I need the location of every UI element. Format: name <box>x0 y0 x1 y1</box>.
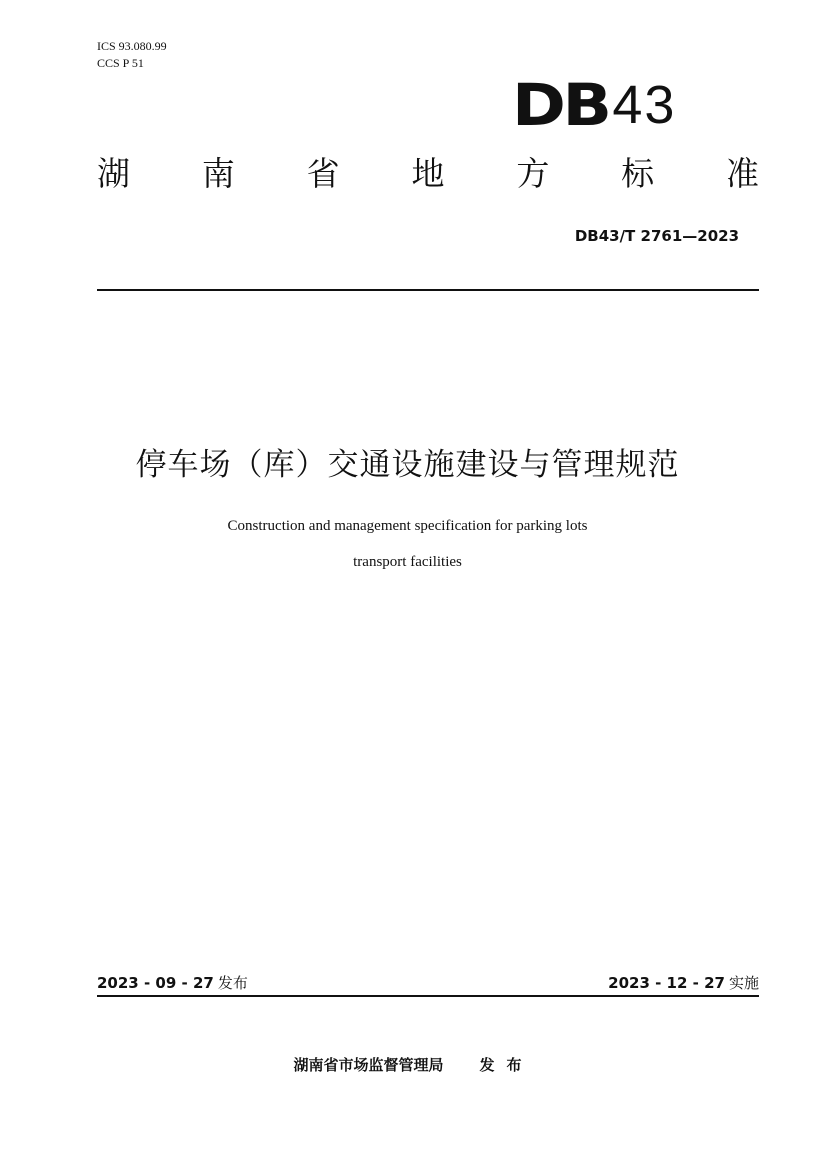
publish-date <box>97 973 248 993</box>
publish-date-label: 发布 <box>217 974 248 992</box>
top-divider <box>97 289 759 291</box>
publish-date-value: 2023 - 09 - 27 <box>97 974 214 992</box>
standard-kind-char: 准 <box>725 154 759 193</box>
standard-code: DB43/T 2761—2023 <box>574 227 739 245</box>
bottom-divider <box>97 995 759 997</box>
issuer-name: 湖南省市场监督管理局 <box>293 1056 444 1074</box>
standard-kind-char: 标 <box>621 154 655 193</box>
db-logo-mark: DB <box>512 71 609 139</box>
issuer-action: 发 <box>479 1056 495 1074</box>
implement-date-label: 实施 <box>728 974 759 992</box>
document-title-en-line1: Construction and management specification for parking lots <box>227 518 588 534</box>
standard-kind-char: 湖 <box>97 154 130 193</box>
db-logo <box>512 71 677 139</box>
document-title-en-line2: transport facilities <box>353 554 462 570</box>
issuer-line <box>0 1054 815 1076</box>
standard-kind-char: 方 <box>516 154 550 193</box>
standard-kind-heading <box>97 152 759 196</box>
standard-kind-char: 省 <box>306 154 340 193</box>
db-logo-number: 43 <box>612 75 677 135</box>
document-title-zh: 停车场（库）交通设施建设与管理规范 <box>135 447 680 483</box>
standard-kind-char: 南 <box>201 154 235 193</box>
issuer-action: 布 <box>506 1056 522 1074</box>
ccs-code: CCS P 51 <box>97 56 144 70</box>
standard-kind-char: 地 <box>411 154 445 193</box>
ics-code: ICS 93.080.99 <box>97 39 167 53</box>
implement-date-value: 2023 - 12 - 27 <box>608 974 725 992</box>
implement-date <box>608 973 759 993</box>
